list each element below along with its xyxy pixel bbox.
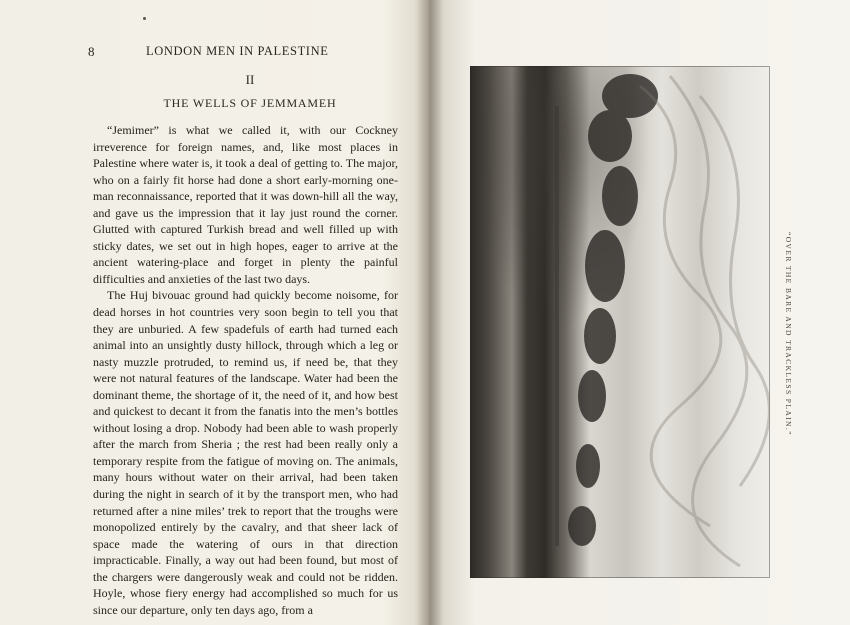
paragraph: The Huj bivouac ground had quickly become noisome, for dead horses in hot countries very soon begin to tell you that they are unburied. A few spadefuls of earth had turned each animal into an unsightly dusty hillock, through which a leg or nasty muzzle protruded, to remind us, if need be, that they were not natural features of the landscape. Water had been the dominant theme, the shortage of it, the need of it, and how best and quickest to decant it from the fanatis into the men’s bottles without losing a drop. Nobody had been able to wash properly after the march from Sheria ; the rest had been really only a temporary respite from the fatigue of moving on. The animals, many hours without water on their arrival, had been taken during the night in search of it by the transport men, who had returned after a nine miles’ trek to report that the troughs were monopolized entirely by the cavalry, and that sheer lack of space made the watering of ours in that direction impracticable. Finally, a way out had been found, but most of the chargers were dangerously weak and could not be ridden. Hoyle, whose fiery energy had accomplished so much for us since our departure, only ten days ago, from a bbox=[93, 288, 398, 617]
photo-texture bbox=[470, 66, 770, 578]
plate-photograph bbox=[470, 66, 770, 578]
body-text bbox=[93, 122, 398, 618]
paper-speck bbox=[143, 17, 146, 20]
running-head: LONDON MEN IN PALESTINE bbox=[146, 44, 329, 58]
plate-caption: “OVER THE BARE AND TRACKLESS PLAIN.” bbox=[784, 232, 793, 436]
paragraph: “Jemimer” is what we called it, with our Cockney irreverence for foreign names, and, like most places in Palestine where water is, it took a deal of getting to. The major, who on a fairly fit horse had done a short early-morning one-man reconnaissance, reported that it was down-hill all the way, and gave us the impression that it lay just round the corner. Glutted with captured Turkish bread and well filled up with sticky dates, we set out in high hopes, eager to arrive at the ancient watering-place and forget in plenty the painful difficulties and anxieties of the last two days. bbox=[93, 123, 398, 286]
page-number: 8 bbox=[88, 44, 95, 59]
chapter-number: II bbox=[245, 72, 255, 87]
chapter-title: THE WELLS OF JEMMAMEH bbox=[163, 96, 337, 110]
